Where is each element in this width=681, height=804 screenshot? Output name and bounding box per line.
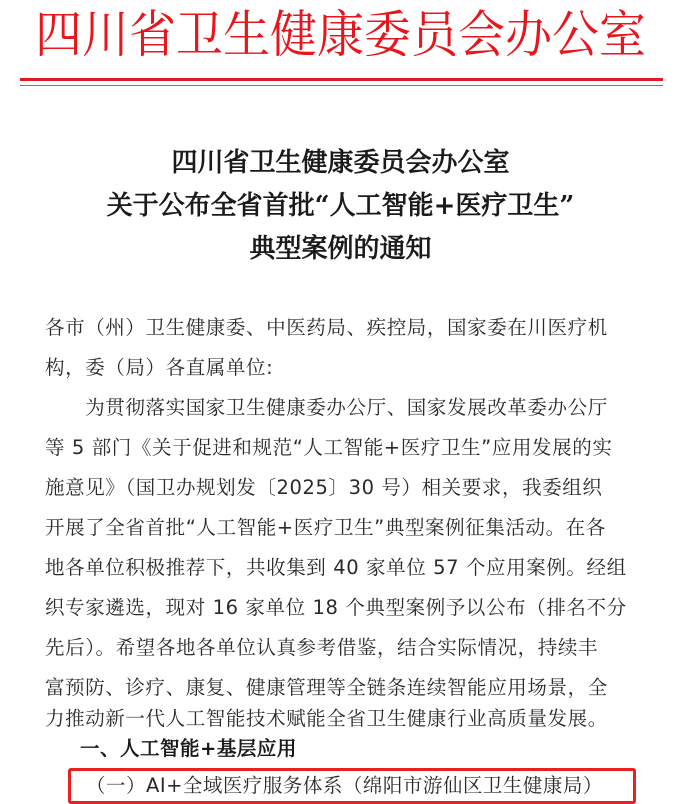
body-line: 各市（州）卫生健康委、中医药局、疾控局，国家委在川医疗机 xyxy=(45,316,608,339)
body-line: 力推动新一代人工智能技术赋能全省卫生健康行业高质量发展。 xyxy=(45,707,608,730)
title-line-2: 关于公布全省首批“人工智能+医疗卫生” xyxy=(106,191,575,221)
body-line: 为贯彻落实国家卫生健康委办公厅、国家发展改革委办公厅 xyxy=(45,396,608,419)
body-line: 开展了全省首批“人工智能+医疗卫生”典型案例征集活动。在各 xyxy=(45,516,606,539)
title-line-3: 典型案例的通知 xyxy=(249,234,432,264)
body-line: 地各单位积极推荐下，共收集到 40 家单位 57 个应用案例。经组 xyxy=(45,556,627,579)
title-line-1: 四川省卫生健康委员会办公室 xyxy=(171,148,510,178)
letterhead-org-name: 四川省卫生健康委员会办公室 xyxy=(35,5,646,65)
letterhead-rule-thin xyxy=(20,85,663,86)
body-line: 施意见》（国卫办规划发〔2025〕30 号）相关要求，我委组织 xyxy=(45,476,603,499)
body-line: 织专家遴选，现对 16 家单位 18 个典型案例予以公布（排名不分 xyxy=(45,596,627,619)
section-item: （一）AI+全域医疗服务体系（绵阳市游仙区卫生健康局） xyxy=(86,774,603,797)
section-heading: 一、人工智能+基层应用 xyxy=(80,737,297,760)
body-line: 先后）。希望各地各单位认真参考借鉴，结合实际情况，持续丰 xyxy=(45,636,599,659)
body-line: 等 5 部门《关于促进和规范“人工智能+医疗卫生”应用发展的实 xyxy=(45,436,613,459)
letterhead-rule-thick xyxy=(20,78,663,81)
body-line: 构，委（局）各直属单位: xyxy=(45,356,274,379)
body-line: 富预防、诊疗、康复、健康管理等全链条连续智能应用场景，全 xyxy=(45,676,608,699)
